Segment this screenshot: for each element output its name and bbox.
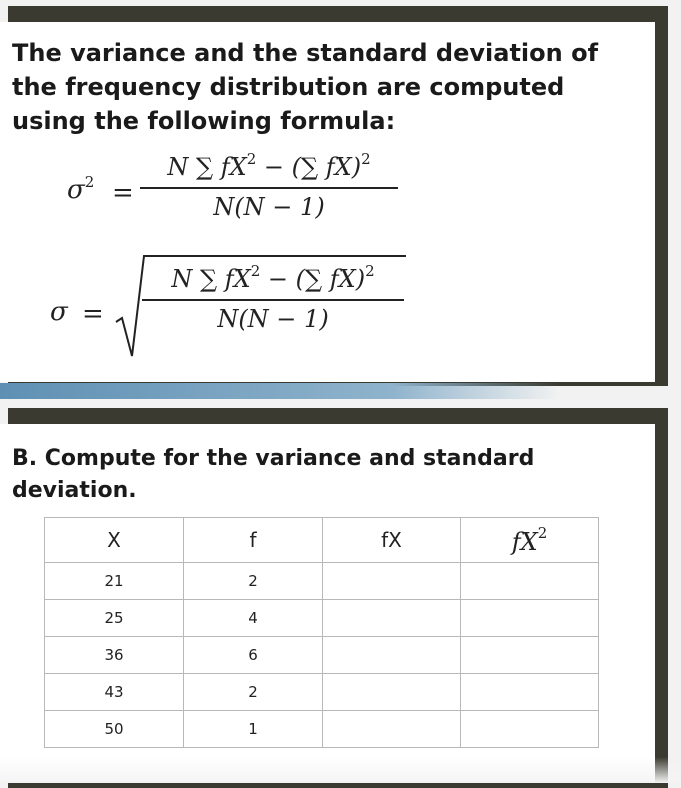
cell-fx[interactable] [323, 674, 461, 711]
variance-fraction [140, 150, 398, 221]
cell-f: 1 [184, 711, 323, 748]
std-dev-lhs: σ [50, 297, 68, 327]
table-row [45, 674, 599, 711]
cell-fx[interactable] [323, 711, 461, 748]
std-dev-fraction [142, 262, 404, 333]
cell-x: 50 [45, 711, 184, 748]
header-fx: fX [323, 518, 461, 563]
cell-x: 36 [45, 637, 184, 674]
cell-fx2[interactable] [461, 711, 599, 748]
header-fx2: $fX^2$ [461, 518, 599, 563]
bottom-fade [0, 757, 681, 783]
variance-fraction-bar [140, 187, 398, 189]
cell-f: 2 [184, 674, 323, 711]
cell-x: 21 [45, 563, 184, 600]
std-dev-denominator: N(N − 1) [217, 305, 329, 333]
table-row [45, 563, 599, 600]
cell-fx[interactable] [323, 637, 461, 674]
table-row [45, 600, 599, 637]
std-dev-fraction-bar [142, 299, 404, 301]
intro-text: The variance and the standard deviation of the frequency distribution are computed using the following formula: [12, 39, 599, 135]
variance-lhs: $\sigma^2$ [67, 173, 95, 205]
table-row [45, 711, 599, 748]
header-x: X [45, 518, 184, 563]
table-header-row [45, 518, 599, 563]
cell-fx2[interactable] [461, 674, 599, 711]
cell-fx2[interactable] [461, 563, 599, 600]
cell-fx[interactable] [323, 563, 461, 600]
cell-x: 25 [45, 600, 184, 637]
divider-bar [0, 383, 560, 399]
std-dev-equals: = [82, 299, 104, 329]
cell-fx2[interactable] [461, 637, 599, 674]
cell-f: 6 [184, 637, 323, 674]
table-row [45, 637, 599, 674]
variance-equals: = [112, 178, 134, 208]
cell-x: 43 [45, 674, 184, 711]
question-text: B. Compute for the variance and standard deviation. [12, 446, 535, 503]
header-f: f [184, 518, 323, 563]
cell-fx2[interactable] [461, 600, 599, 637]
cell-fx[interactable] [323, 600, 461, 637]
variance-denominator: N(N − 1) [213, 193, 325, 221]
frequency-table [44, 517, 599, 748]
cell-f: 2 [184, 563, 323, 600]
std-dev-numerator: N ∑ $fX^2$ − (∑ fX)$^2$ [171, 262, 375, 293]
cell-f: 4 [184, 600, 323, 637]
variance-numerator: N ∑ $fX^2$ − (∑ fX)$^2$ [167, 150, 371, 181]
